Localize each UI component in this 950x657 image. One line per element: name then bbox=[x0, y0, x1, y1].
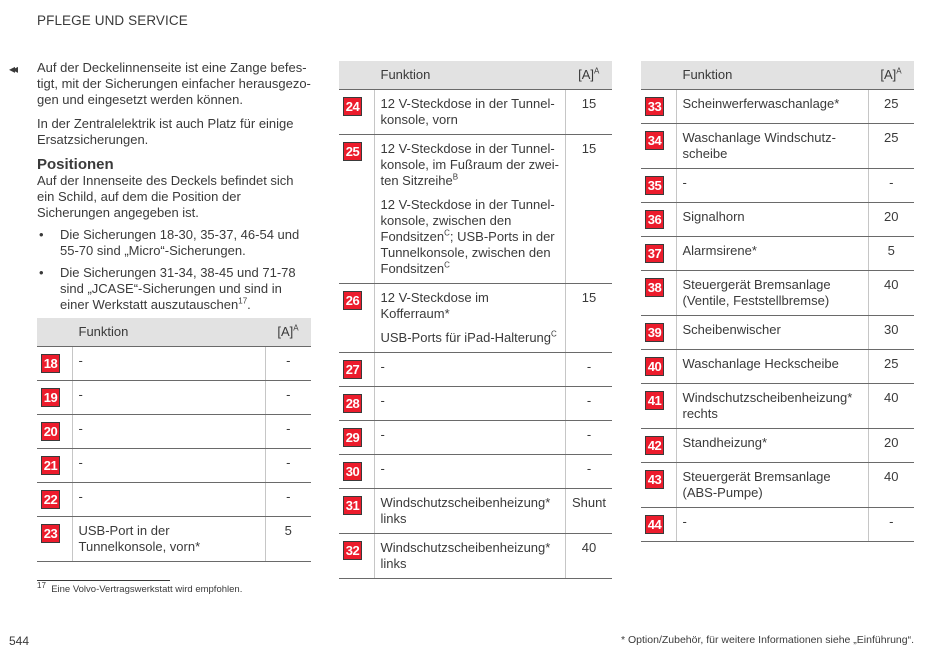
fuse-function: - bbox=[374, 352, 566, 386]
fuse-number-badge: 30 bbox=[343, 462, 362, 481]
page-header: PFLEGE UND SERVICE bbox=[37, 13, 188, 28]
table-row bbox=[37, 380, 311, 414]
section-heading: Positionen bbox=[37, 156, 114, 173]
fuse-amperage: - bbox=[566, 352, 612, 386]
fuse-amperage: 40 bbox=[868, 383, 914, 428]
fuse-number-badge: 41 bbox=[645, 391, 664, 410]
table-row bbox=[339, 386, 612, 420]
fuse-amperage: 15 bbox=[566, 134, 612, 283]
fuse-number-badge: 22 bbox=[41, 490, 60, 509]
table-row bbox=[339, 283, 612, 352]
fuse-number-badge: 29 bbox=[343, 428, 362, 447]
fuse-function: 12 V-Steckdose im Kofferraum* USB-Ports für iPad-Halterung$^C$ bbox=[374, 283, 566, 352]
fuse-amperage: - bbox=[265, 414, 311, 448]
fuse-amperage: 30 bbox=[868, 315, 914, 349]
fuse-amperage: 40 bbox=[566, 533, 612, 578]
table-row bbox=[37, 516, 311, 561]
table-row bbox=[339, 533, 612, 578]
column-header-function: Funktion bbox=[676, 61, 868, 89]
fuse-function: - bbox=[72, 482, 265, 516]
fuse-function: 12 V-Steckdose in der Tunnelkonsole, vorn bbox=[374, 89, 566, 134]
column-header-function: Funktion bbox=[374, 61, 566, 89]
fuse-number-badge: 34 bbox=[645, 131, 664, 150]
fuse-amperage: - bbox=[868, 168, 914, 202]
table-row bbox=[37, 414, 311, 448]
fuse-function: - bbox=[72, 346, 265, 380]
intro-paragraph-2: In der Zentralelektrik ist auch Platz für einige Ersatzsicherungen. bbox=[37, 116, 294, 147]
table-row bbox=[641, 349, 914, 383]
fuse-number-badge: 40 bbox=[645, 357, 664, 376]
footnote-ref[interactable]: 17 bbox=[238, 296, 248, 306]
column-header-function: Funktion bbox=[72, 318, 265, 346]
fuse-amperage: - bbox=[868, 507, 914, 541]
fuse-number-badge: 31 bbox=[343, 496, 362, 515]
table-header-row bbox=[339, 61, 612, 89]
fuse-function: Scheibenwischer bbox=[676, 315, 868, 349]
fuse-amperage: - bbox=[265, 448, 311, 482]
fuse-amperage: - bbox=[566, 454, 612, 488]
fuse-number-badge: 18 bbox=[41, 354, 60, 373]
fuse-table-2 bbox=[339, 61, 612, 579]
footnote-divider bbox=[37, 580, 170, 581]
fuse-function: - bbox=[676, 507, 868, 541]
fuse-function: - bbox=[72, 448, 265, 482]
fuse-function: Windschutzscheibenheizung* links bbox=[374, 488, 566, 533]
table-row bbox=[641, 507, 914, 541]
fuse-function: - bbox=[374, 454, 566, 488]
fuse-function: Standheizung* bbox=[676, 428, 868, 462]
table-row bbox=[641, 428, 914, 462]
table-row bbox=[641, 270, 914, 315]
fuse-number-badge: 26 bbox=[343, 291, 362, 310]
fuse-number-badge: 38 bbox=[645, 278, 664, 297]
positions-paragraph: Auf der Innenseite des Deckels befindet sich ein Schild, auf dem die Position der Sicherungen angegeben ist. bbox=[37, 173, 294, 220]
table-row bbox=[339, 488, 612, 533]
table-row bbox=[641, 383, 914, 428]
fuse-function: Scheinwerferwaschanlage* bbox=[676, 89, 868, 123]
fuse-table-1 bbox=[37, 318, 311, 562]
fuse-function: - bbox=[72, 414, 265, 448]
fuse-amperage: 40 bbox=[868, 462, 914, 507]
continuation-arrow-icon: ◂◂ bbox=[9, 62, 16, 76]
bullet-list bbox=[37, 227, 311, 313]
page-number: 544 bbox=[9, 634, 30, 648]
fuse-amperage: 15 bbox=[566, 89, 612, 134]
fuse-amperage: 5 bbox=[868, 236, 914, 270]
fuse-number-badge: 19 bbox=[41, 388, 60, 407]
table-row bbox=[641, 315, 914, 349]
fuse-amperage: 25 bbox=[868, 123, 914, 168]
fuse-amperage: 15 bbox=[566, 283, 612, 352]
fuse-amperage: - bbox=[265, 380, 311, 414]
fuse-number-badge: 37 bbox=[645, 244, 664, 263]
fuse-number-badge: 35 bbox=[645, 176, 664, 195]
fuse-number-badge: 32 bbox=[343, 541, 362, 560]
table-row bbox=[339, 420, 612, 454]
column-header-amp: $[A]^A$ bbox=[566, 61, 612, 89]
bullet-item-micro: • Die Sicherungen 18-30, 35-37, 46-54 und 55-70 sind „Micro“-Sicherungen. bbox=[37, 227, 311, 259]
fuse-function: USB-Port in der Tunnelkonsole, vorn* bbox=[72, 516, 265, 561]
fuse-number-badge: 24 bbox=[343, 97, 362, 116]
table-row bbox=[641, 202, 914, 236]
fuse-number-badge: 39 bbox=[645, 323, 664, 342]
fuse-amperage: - bbox=[566, 420, 612, 454]
fuse-function: Alarmsirene* bbox=[676, 236, 868, 270]
table-row bbox=[339, 352, 612, 386]
fuse-table-3 bbox=[641, 61, 914, 542]
table-row bbox=[37, 482, 311, 516]
footnote: $^{17}$ Eine Volvo-Vertragswerkstatt wird empfohlen. bbox=[37, 580, 243, 595]
fuse-number-badge: 42 bbox=[645, 436, 664, 455]
fuse-amperage: 40 bbox=[868, 270, 914, 315]
fuse-amperage: 5 bbox=[265, 516, 311, 561]
fuse-function: - bbox=[72, 380, 265, 414]
fuse-amperage: 20 bbox=[868, 428, 914, 462]
fuse-amperage: - bbox=[265, 482, 311, 516]
fuse-amperage: Shunt bbox=[566, 488, 612, 533]
fuse-function: Windschutzscheibenheizung* rechts bbox=[676, 383, 868, 428]
table-row bbox=[641, 236, 914, 270]
fuse-function: Windschutzscheibenheizung* links bbox=[374, 533, 566, 578]
table-row bbox=[641, 462, 914, 507]
fuse-function: 12 V-Steckdose in der Tunnelkonsole, im Fußraum der zweiten Sitzreihe$^B$ 12 V-Steckdose in der Tunnelkonsole, zwischen den Fondsitzen$^C$; USB-Ports in der Tunnelkonsole, zwischen den Fondsitzen$^C$ bbox=[374, 134, 566, 283]
fuse-amperage: - bbox=[265, 346, 311, 380]
intro-column bbox=[37, 60, 311, 319]
table-row bbox=[641, 123, 914, 168]
fuse-number-badge: 43 bbox=[645, 470, 664, 489]
table-row bbox=[339, 134, 612, 283]
table-header-row bbox=[641, 61, 914, 89]
fuse-amperage: 20 bbox=[868, 202, 914, 236]
fuse-function: - bbox=[374, 386, 566, 420]
fuse-function: - bbox=[676, 168, 868, 202]
fuse-function: Signalhorn bbox=[676, 202, 868, 236]
fuse-amperage: 25 bbox=[868, 89, 914, 123]
fuse-number-badge: 20 bbox=[41, 422, 60, 441]
table-row bbox=[37, 346, 311, 380]
fuse-amperage: - bbox=[566, 386, 612, 420]
fuse-number-badge: 36 bbox=[645, 210, 664, 229]
fuse-number-badge: 25 bbox=[343, 142, 362, 161]
fuse-amperage: 25 bbox=[868, 349, 914, 383]
fuse-function: Waschanlage Heckscheibe bbox=[676, 349, 868, 383]
fuse-number-badge: 21 bbox=[41, 456, 60, 475]
table-row bbox=[339, 454, 612, 488]
option-note: * Option/Zubehör, für weitere Informationen siehe „Einführung“. bbox=[621, 634, 914, 646]
fuse-number-badge: 44 bbox=[645, 515, 664, 534]
column-header-amp: $[A]^A$ bbox=[868, 61, 914, 89]
fuse-function: Steuergerät Bremsanlage (Ventile, Feststellbremse) bbox=[676, 270, 868, 315]
fuse-number-badge: 28 bbox=[343, 394, 362, 413]
fuse-number-badge: 27 bbox=[343, 360, 362, 379]
table-row bbox=[641, 89, 914, 123]
fuse-number-badge: 23 bbox=[41, 524, 60, 543]
column-header-amp: $[A]^A$ bbox=[265, 318, 311, 346]
fuse-number-badge: 33 bbox=[645, 97, 664, 116]
intro-paragraph-1: Auf der Deckelinnenseite ist eine Zange befestigt, mit der Sicherungen einfacher herausgezogen und eingesetzt werden können. bbox=[37, 60, 311, 107]
fuse-function: Waschanlage Windschutzscheibe bbox=[676, 123, 868, 168]
table-row bbox=[641, 168, 914, 202]
bullet-item-jcase: • Die Sicherungen 31-34, 38-45 und 71-78 sind „JCASE“-Sicherungen und sind in einer Werkstatt auszutauschen$^{17}$. bbox=[37, 265, 311, 313]
table-header-row bbox=[37, 318, 311, 346]
table-row bbox=[37, 448, 311, 482]
table-row bbox=[339, 89, 612, 134]
fuse-function: - bbox=[374, 420, 566, 454]
fuse-function: Steuergerät Bremsanlage (ABS-Pumpe) bbox=[676, 462, 868, 507]
